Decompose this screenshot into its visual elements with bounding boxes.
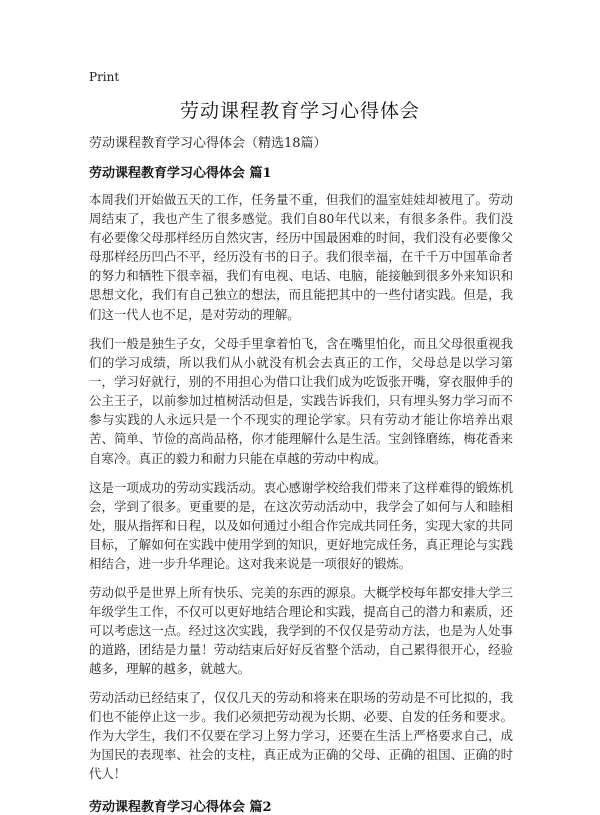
paragraph-2: 我们一般是独生子女，父母手里拿着怕飞，含在嘴里怕化，而且父母很重视我们的学习成绩，所以我们从小就没有机会去真正的工作，父母总是以学习第一，学习好就行，别的不用担心为借口让我们成为吃饭张开嘴，穿衣服伸手的公主王子，以前参加过植树活动但是，实践告诉我们，只有埋头努力学习而不参与实践的人永远只是一个不现实的理论学家。只有劳动才能让你培养出艰苦、简单、节俭的高尚品格，你才能理解什么是生活。宝剑锋磨练，梅花香来自寒冷。真正的毅力和耐力只能在卓越的劳动中构成。	[89, 336, 513, 466]
paragraph-5: 劳动活动已经结束了，仅仅几天的劳动和将来在职场的劳动是不可比拟的，我们也不能停止这一步。我们必须把劳动视为长期、必要、自发的任务和要求。作为大学生，我们不仅要在学习上努力学习，还要在生活上严格要求自己，成为国民的表现率、社会的支柱，真正成为正确的父母、正确的祖国、正确的时代人！	[89, 690, 513, 782]
print-link[interactable]: Print	[89, 70, 120, 84]
document-subtitle: 劳动课程教育学习心得体会（精选18篇）	[89, 136, 327, 151]
paragraph-3: 这是一项成功的劳动实践活动。衷心感谢学校给我们带来了这样难得的锻炼机会，学到了很多。更重要的是，在这次劳动活动中，我学会了如何与人和睦相处，服从指挥和日程，以及如何通过小组合作完成共同任务，实现大家的共同目标，了解如何在实践中使用学到的知识，更好地完成任务，真正理论与实践相结合，进一步升华理论。这对我来说是一项很好的锻炼。	[89, 480, 513, 572]
paragraph-1: 本周我们开始做五天的工作，任务量不重，但我们的温室娃娃却被甩了。劳动周结束了，我也产生了很多感觉。我们自80年代以来，有很多条件。我们没有必要像父母那样经历自然灾害，经历中国最困难的时间，我们没有必要像父母那样经历凹凸不平，经历没有书的日子。我们很幸福，在千千万中国革命者的努力和牺牲下很幸福，我们有电视、电话、电脑，能接触到很多外来知识和思想文化，我们有自己独立的想法，而且能把其中的一些付诸实践。但是，我们这一代人也不足，是对劳动的理解。	[89, 192, 513, 322]
paragraph-4: 劳动似乎是世界上所有快乐、完美的东西的源泉。大概学校每年都安排大学三年级学生工作，不仅可以更好地结合理论和实践，提高自己的潜力和素质，还可以考虑这一点。经过这次实践，我学到的不仅仅是劳动方法，也是为人处事的道路，团结是力量！劳动结束后好好反省整个活动，自己累得很开心，经验越多，理解的越多，就越大。	[89, 585, 513, 677]
document-title: 劳动课程教育学习心得体会	[179, 100, 420, 122]
section-heading-1: 劳动课程教育学习心得体会 篇1	[89, 166, 272, 181]
section-heading-2: 劳动课程教育学习心得体会 篇2	[89, 800, 272, 815]
